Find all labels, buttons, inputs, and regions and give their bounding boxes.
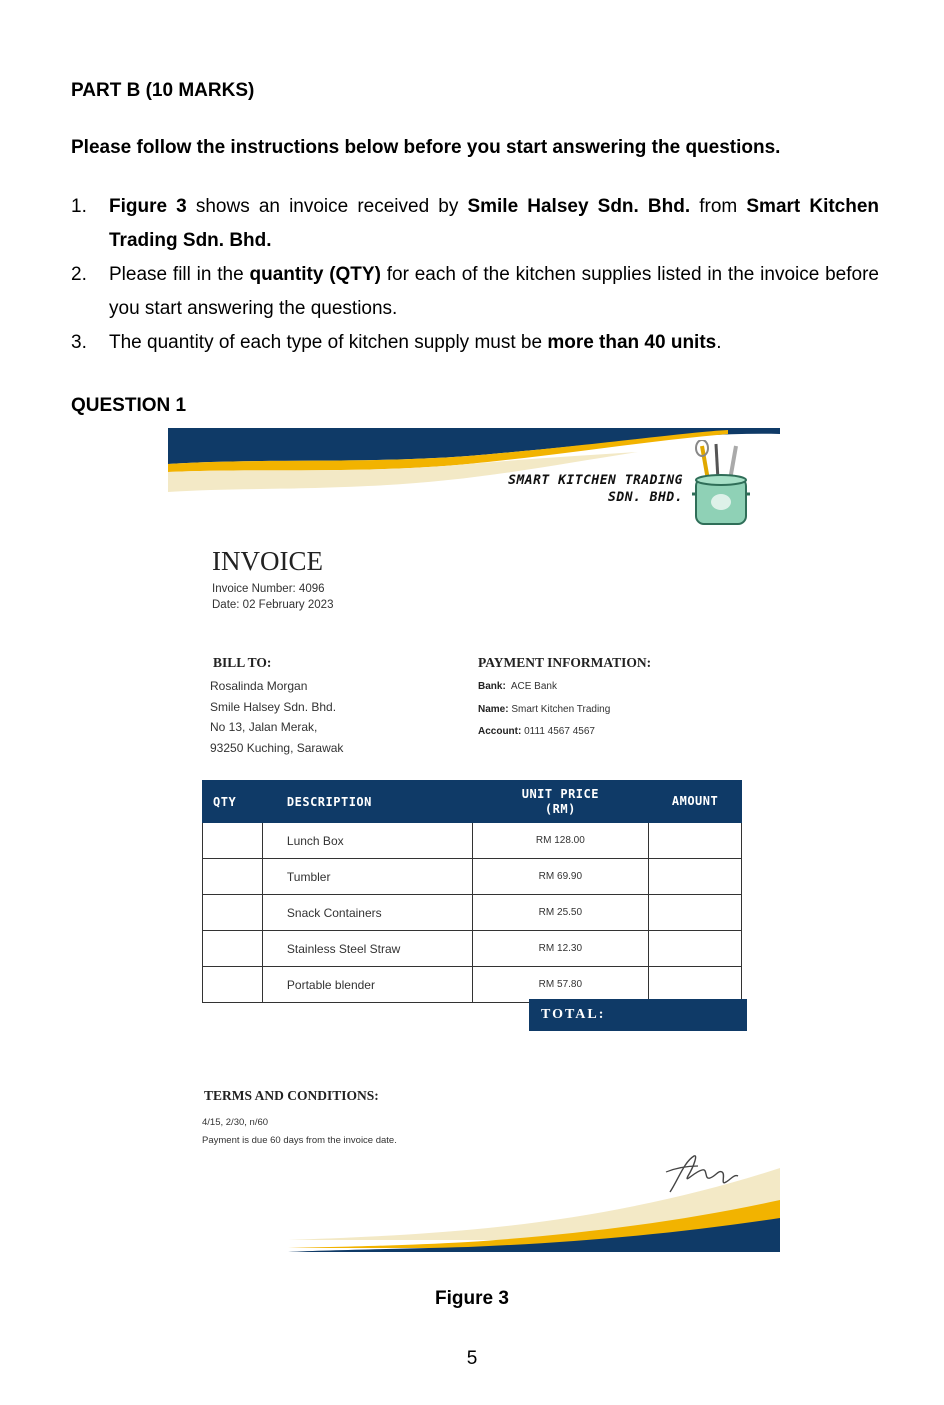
instruction-text: shows an invoice received by — [186, 196, 468, 217]
payment-account: Account: 0111 4567 4567 — [478, 726, 595, 737]
description-cell: Tumbler — [262, 859, 472, 895]
question-heading: QUESTION 1 — [71, 395, 187, 416]
payment-name: Name: Smart Kitchen Trading — [478, 703, 611, 715]
instruction-text: Please fill in the — [109, 264, 250, 285]
bill-to-line: Smile Halsey Sdn. Bhd. — [210, 699, 337, 714]
instruction-text: quantity (QTY) — [249, 264, 381, 285]
payment-bank: Bank: ACE Bank — [478, 681, 557, 692]
unit-price-cell: RM 57.80 — [472, 967, 649, 1003]
instruction-item — [71, 326, 879, 360]
amount-cell — [649, 967, 742, 1003]
instruction-list — [71, 190, 879, 360]
instruction-number: 1. — [71, 196, 87, 217]
instruction-text: more than 40 units — [547, 332, 717, 353]
amount-cell — [649, 895, 742, 931]
instruction-item — [71, 190, 879, 258]
instruction-text: . — [716, 332, 722, 353]
instruction-item — [71, 258, 879, 326]
table-row — [203, 967, 742, 1003]
col-description: DESCRIPTION — [262, 781, 472, 823]
amount-cell — [649, 859, 742, 895]
payment-heading: PAYMENT INFORMATION: — [478, 655, 652, 670]
table-row — [203, 931, 742, 967]
bill-to-line: Rosalinda Morgan — [210, 679, 308, 693]
terms-heading: TERMS AND CONDITIONS: — [204, 1088, 379, 1103]
instruction-heading: Please follow the instructions below before you start answering the questions. — [71, 137, 781, 158]
bill-to-heading: BILL TO: — [213, 655, 272, 670]
unit-price-cell: RM 25.50 — [472, 895, 649, 931]
invoice-number: Invoice Number: 4096 — [212, 583, 325, 595]
table-row — [203, 823, 742, 859]
table-row — [203, 895, 742, 931]
terms-text — [202, 1114, 397, 1150]
col-qty: QTY — [203, 781, 263, 823]
instruction-number: 3. — [71, 332, 87, 353]
bill-to-address — [210, 676, 343, 758]
kitchen-pot-icon — [690, 440, 752, 530]
instruction-text: Figure 3 — [109, 196, 187, 217]
invoice-figure — [168, 428, 780, 1252]
amount-cell — [649, 931, 742, 967]
description-cell: Snack Containers — [262, 895, 472, 931]
instruction-number: 2. — [71, 264, 87, 285]
signature-icon — [664, 1152, 744, 1198]
terms-line-1: 4/15, 2/30, n/60 — [202, 1117, 269, 1128]
brand-line-2: SDN. BHD. — [608, 490, 683, 505]
description-cell: Stainless Steel Straw — [262, 931, 472, 967]
figure-caption: Figure 3 — [435, 1288, 509, 1309]
brand-line-1: SMART KITCHEN TRADING — [508, 473, 683, 488]
description-cell: Portable blender — [262, 967, 472, 1003]
instruction-text: from — [690, 196, 747, 217]
bill-to-line: 93250 Kuching, Sarawak — [210, 740, 344, 755]
instruction-text: Smile Halsey Sdn. Bhd. — [467, 196, 691, 217]
instruction-text: The quantity of each type of kitchen supply must be — [109, 332, 548, 353]
bill-to-line: No 13, Jalan Merak, — [210, 720, 318, 734]
page-number: 5 — [466, 1348, 478, 1369]
table-row — [203, 859, 742, 895]
qty-cell — [203, 823, 263, 859]
total-bar: TOTAL: — [529, 999, 747, 1031]
qty-cell — [203, 931, 263, 967]
col-unit-price: UNIT PRICE (RM) — [472, 781, 649, 823]
unit-price-cell: RM 69.90 — [472, 859, 649, 895]
invoice-title: INVOICE — [212, 546, 323, 576]
unit-price-cell: RM 12.30 — [472, 931, 649, 967]
payment-info — [478, 676, 610, 744]
qty-cell — [203, 895, 263, 931]
description-cell: Lunch Box — [262, 823, 472, 859]
terms-line-2: Payment is due 60 days from the invoice date. — [202, 1135, 397, 1146]
col-amount: AMOUNT — [649, 781, 742, 823]
qty-cell — [203, 859, 263, 895]
instruction-text: for each of the kitchen supplies listed in the invoice before you start answering the questions. — [109, 264, 879, 319]
instruction-text: Smart Kitchen Trading Sdn. Bhd. — [109, 196, 880, 251]
unit-price-cell: RM 128.00 — [472, 823, 649, 859]
invoice-date: Date: 02 February 2023 — [212, 599, 334, 611]
invoice-items-table — [202, 780, 742, 1003]
amount-cell — [649, 823, 742, 859]
brand-name — [508, 472, 683, 506]
qty-cell — [203, 967, 263, 1003]
part-heading: PART B (10 MARKS) — [71, 80, 255, 101]
table-header-row — [203, 781, 742, 823]
